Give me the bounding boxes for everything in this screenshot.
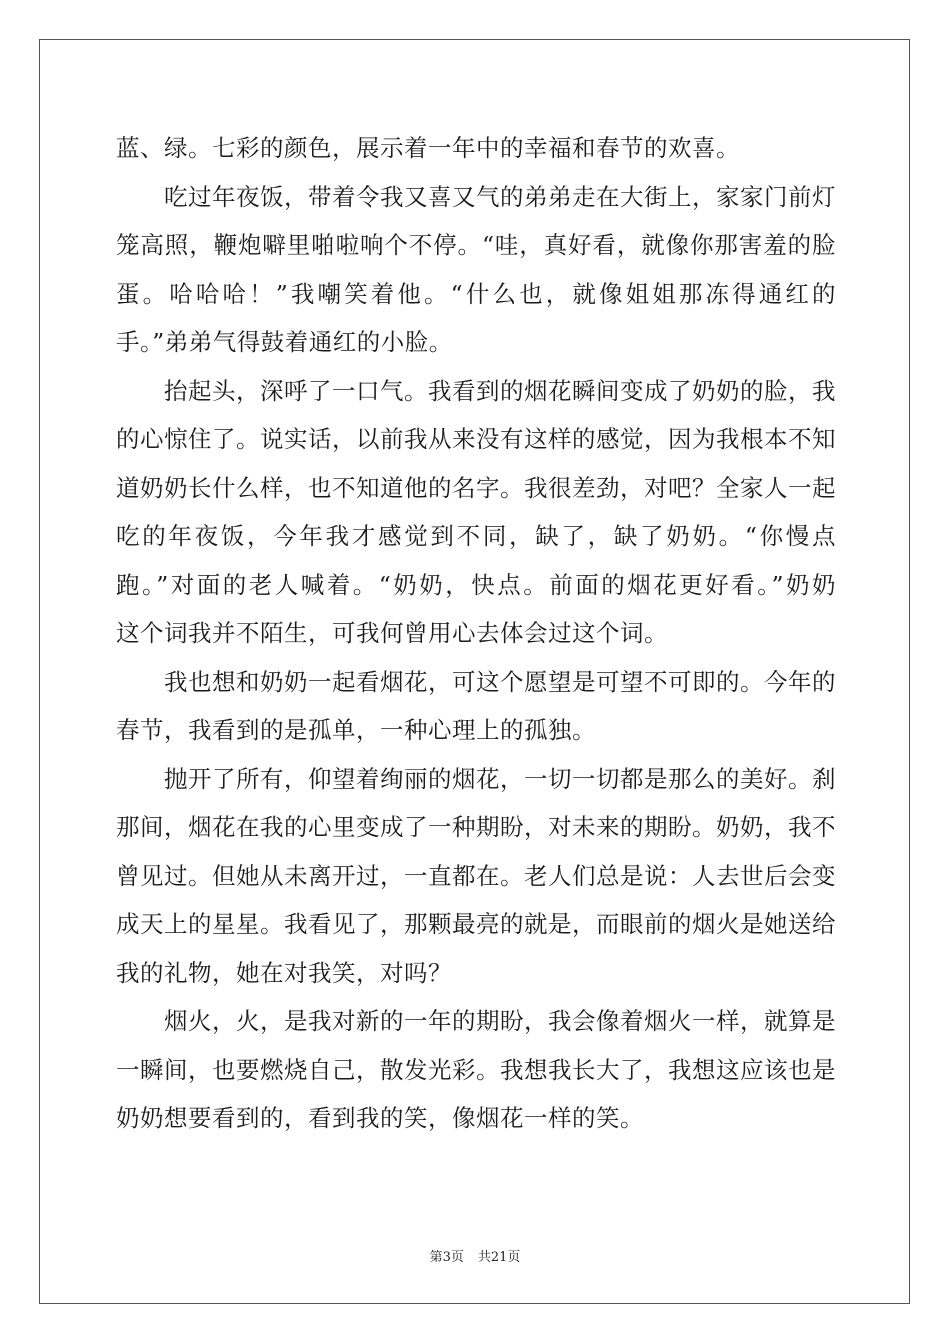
text-line: 手。”弟弟气得鼓着通红的小脸。 [116,328,453,356]
text-line: 蓝、绿。七彩的颜色，展示着一年中的幸福和春节的欢喜。 [116,134,740,162]
text-line: 成天上的星星。我看见了，那颗最亮的就是，而眼前的烟火是她送给 [116,910,836,938]
text-line: 道奶奶长什么样，也不知道他的名字。我很差劲，对吧？全家人一起 [116,473,836,502]
paragraph-first-line: 我也想和奶奶一起看烟花，可这个愿望是可望不可即的。今年的 [164,667,836,696]
paragraph-first-line: 烟火，火，是我对新的一年的期盼，我会像着烟火一样，就算是 [164,1007,836,1035]
text-line: 我的礼物，她在对我笑，对吗？ [116,958,452,987]
paragraph-first-line: 抛开了所有，仰望着绚丽的烟花，一切一切都是那么的美好。刹 [164,764,836,793]
page-number: 第3页 [429,1250,464,1265]
text-line: 蛋。哈哈哈！”我嘲笑着他。“什么也，就像姐姐那冻得通红的 [116,279,836,308]
text-line: 笼高照，鞭炮噼里啪啦响个不停。“哇，真好看，就像你那害羞的脸 [116,231,836,259]
page-total: 共21页 [477,1250,521,1265]
text-line: 一瞬间，也要燃烧自己，散发光彩。我想我长大了，我想这应该也是 [116,1055,836,1084]
text-line: 的心惊住了。说实话，以前我从来没有这样的感觉，因为我根本不知 [116,425,836,453]
page-footer [0,1246,950,1265]
text-line: 春节，我看到的是孤单，一种心理上的孤独。 [116,716,596,744]
text-line: 曾见过。但她从未离开过，一直都在。老人们总是说：人去世后会变 [116,861,836,890]
text-line: 那间，烟花在我的心里变成了一种期盼，对未来的期盼。奶奶，我不 [116,813,836,841]
text-line: 跑。”对面的老人喊着。“奶奶，快点。前面的烟花更好看。”奶奶 [116,570,836,599]
text-line: 奶奶想要看到的，看到我的笑，像烟花一样的笑。 [116,1104,644,1132]
paragraph-first-line: 抬起头，深呼了一口气。我看到的烟花瞬间变成了奶奶的脸，我 [164,376,836,405]
text-line: 吃的年夜饭，今年我才感觉到不同，缺了，缺了奶奶。“你慢点 [116,522,836,550]
document-body [116,124,836,1143]
paragraph-first-line: 吃过年夜饭，带着令我又喜又气的弟弟走在大街上，家家门前灯 [164,182,836,211]
text-line: 这个词我并不陌生，可我何曾用心去体会过这个词。 [116,619,668,647]
